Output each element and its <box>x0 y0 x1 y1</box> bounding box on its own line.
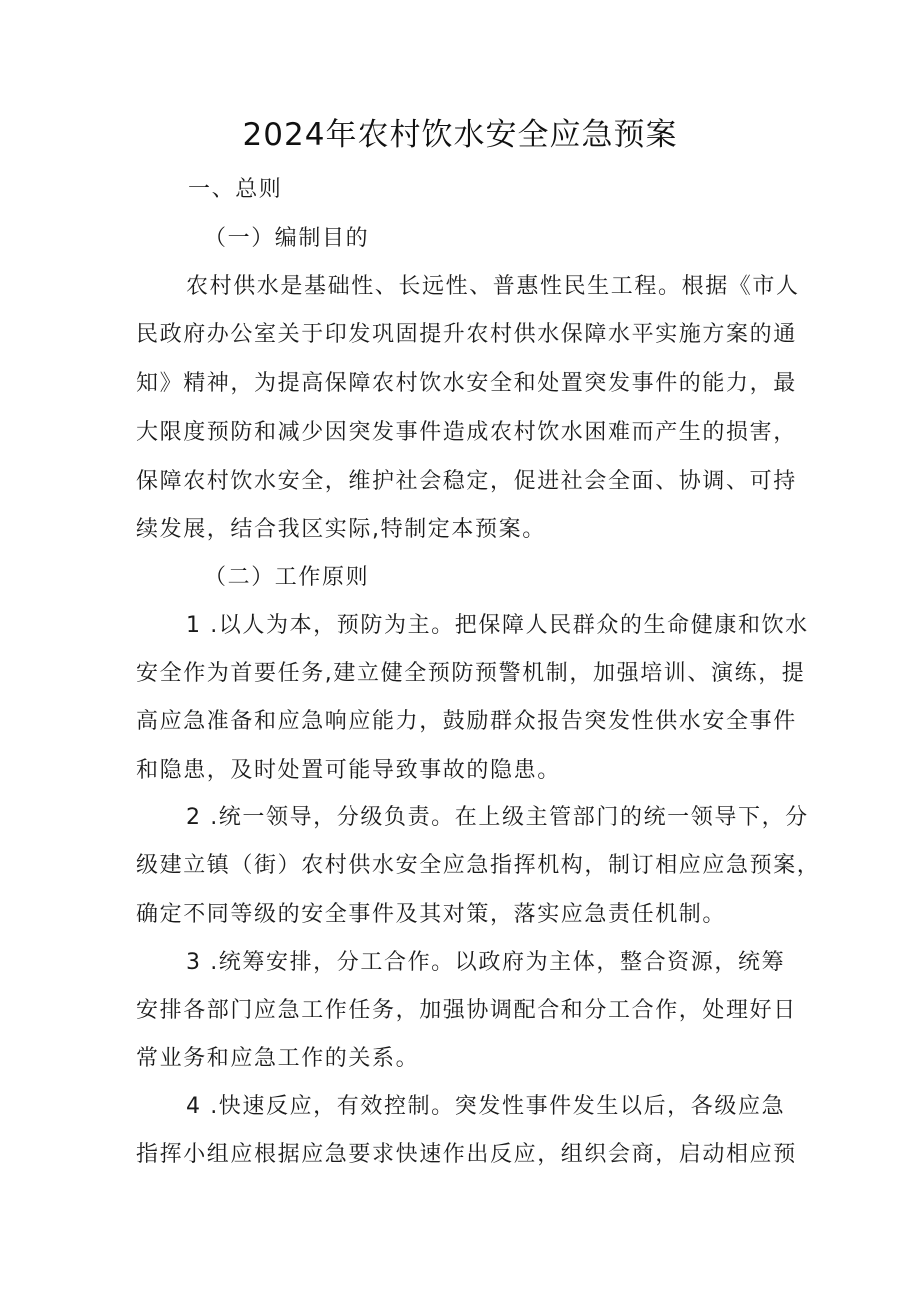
paragraph-line: 1 .以人为本，预防为主。把保障人民群众的生命健康和饮水 <box>186 613 809 638</box>
paragraph-line: 确定不同等级的安全事件及其对策，落实应急责任机制。 <box>136 902 727 927</box>
paragraph-line: 保障农村饮水安全，维护社会稳定，促进社会全面、协调、可持 <box>136 469 797 494</box>
paragraph-line: 民政府办公室关于印发巩固提升农村供水保障水平实施方案的通 <box>136 322 797 347</box>
paragraph-line: 高应急准备和应急响应能力，鼓励群众报告突发性供水安全事件 <box>136 709 797 734</box>
document-title: 2024年农村饮水安全应急预案 <box>242 117 678 153</box>
paragraph-line: 级建立镇（街）农村供水安全应急指挥机构，制订相应应急预案， <box>136 853 821 878</box>
paragraph-line: 3 .统筹安排，分工合作。以政府为主体，整合资源，统筹 <box>186 950 786 975</box>
paragraph-line: 农村供水是基础性、长远性、普惠性民生工程。根据《市人 <box>186 274 800 299</box>
paragraph-line: 4 .快速反应，有效控制。突发性事件发生以后，各级应急 <box>186 1094 786 1119</box>
paragraph-line: 知》精神，为提高保障农村饮水安全和处置突发事件的能力，最 <box>136 371 797 396</box>
paragraph-line: 安排各部门应急工作任务，加强协调配合和分工合作，处理好日 <box>136 998 797 1023</box>
paragraph-line: 安全作为首要任务,建立健全预防预警机制，加强培训、演练，提 <box>136 661 806 686</box>
paragraph-line: 指挥小组应根据应急要求快速作出反应，组织会商，启动相应预 <box>136 1142 797 1167</box>
paragraph-line: 2 .统一领导，分级负责。在上级主管部门的统一领导下，分 <box>186 805 809 830</box>
subheading-principles: （二）工作原则 <box>204 565 370 590</box>
paragraph-line: 大限度预防和减少因突发事件造成农村饮水困难而产生的损害， <box>136 420 797 445</box>
paragraph-line: 续发展，结合我区实际,特制定本预案。 <box>136 517 546 542</box>
paragraph-line: 和隐患，及时处置可能导致事故的隐患。 <box>136 758 561 783</box>
section-heading-general: 一、总则 <box>188 177 283 202</box>
paragraph-line: 常业务和应急工作的关系。 <box>136 1046 420 1071</box>
subheading-purpose: （一）编制目的 <box>204 226 370 251</box>
